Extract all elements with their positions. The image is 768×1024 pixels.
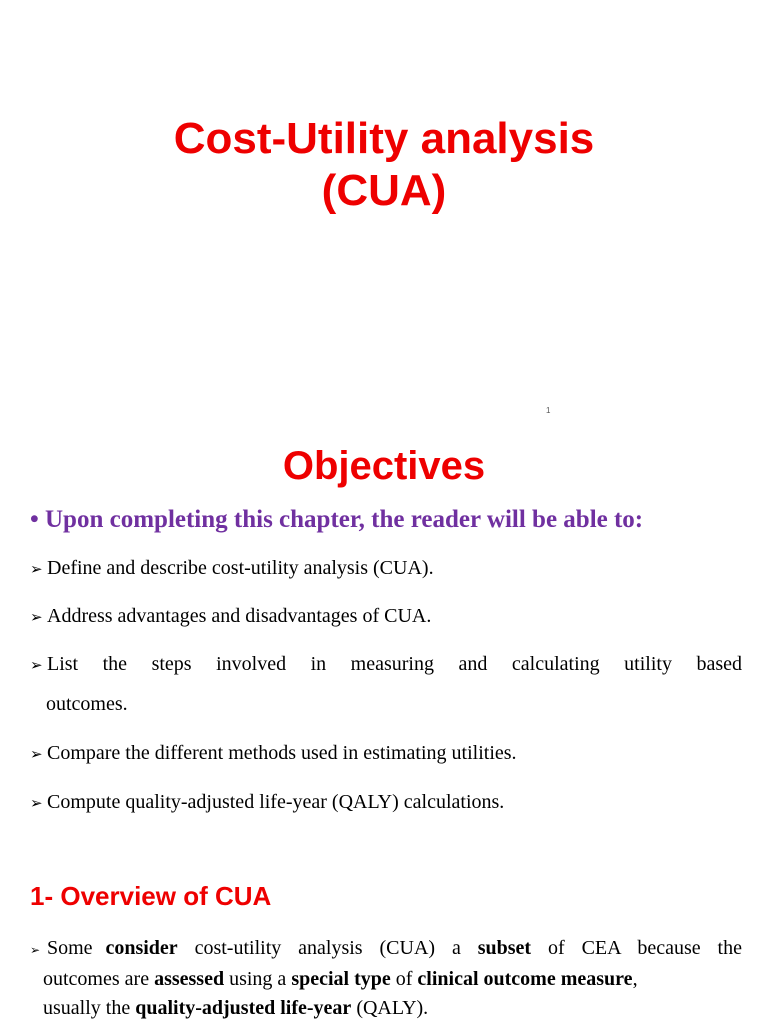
- arrow-bullet-icon: ➢: [30, 943, 41, 957]
- section-heading: 1- Overview of CUA: [30, 881, 272, 911]
- arrow-bullet-icon: ➢: [30, 658, 43, 674]
- objective-text: Define and describe cost-utility analysis (CUA).: [47, 557, 434, 579]
- bold-term: special type: [291, 968, 391, 990]
- bold-term: quality-adjusted life-year: [135, 997, 352, 1019]
- arrow-bullet-icon: ➢: [30, 747, 43, 763]
- objective-text: List the steps involved in measuring and calculating utility based: [47, 653, 742, 675]
- arrow-bullet-icon: ➢: [30, 562, 43, 578]
- text-run: of CEA because the: [531, 937, 742, 959]
- text-run: usually the: [43, 997, 136, 1019]
- bold-term: clinical outcome measure: [417, 968, 633, 990]
- objective-item-4: [30, 733, 742, 775]
- objective-text: Compare the different methods used in estimating utilities.: [47, 742, 517, 764]
- bold-term: consider: [105, 937, 178, 959]
- text-run: (QALY).: [351, 997, 429, 1019]
- objective-text: Address advantages and disadvantages of CUA.: [47, 605, 432, 627]
- text-run: cost-utility analysis (CUA) a: [177, 937, 478, 959]
- text-run: Some: [47, 937, 106, 959]
- objective-item-3: [30, 644, 742, 686]
- overview-line-1: [30, 934, 742, 965]
- slide-title-line-1: Cost-Utility analysis: [173, 114, 595, 163]
- slide-number: 1: [546, 406, 551, 415]
- bold-term: assessed: [154, 968, 225, 990]
- text-run: using a: [224, 968, 292, 990]
- text-run: ,: [632, 968, 638, 990]
- overview-paragraph: [30, 934, 742, 1023]
- bold-term: subset: [477, 937, 532, 959]
- objectives-heading: Objectives: [282, 444, 486, 488]
- text-run: of: [390, 968, 418, 990]
- objective-item-1: [30, 548, 742, 590]
- slide-title-line-2: (CUA): [321, 166, 447, 215]
- text-run: outcomes are: [43, 968, 155, 990]
- objective-item-5: [30, 782, 742, 824]
- objective-text: Compute quality-adjusted life-year (QALY) calculations.: [47, 791, 505, 813]
- objective-item-3-continuation: outcomes.: [46, 693, 128, 715]
- overview-line-3: [30, 994, 742, 1023]
- arrow-bullet-icon: ➢: [30, 796, 43, 812]
- overview-line-2: [30, 965, 742, 994]
- arrow-bullet-icon: ➢: [30, 610, 43, 626]
- objectives-intro: • Upon completing this chapter, the reader will be able to:: [30, 506, 644, 533]
- objective-item-2: [30, 596, 742, 638]
